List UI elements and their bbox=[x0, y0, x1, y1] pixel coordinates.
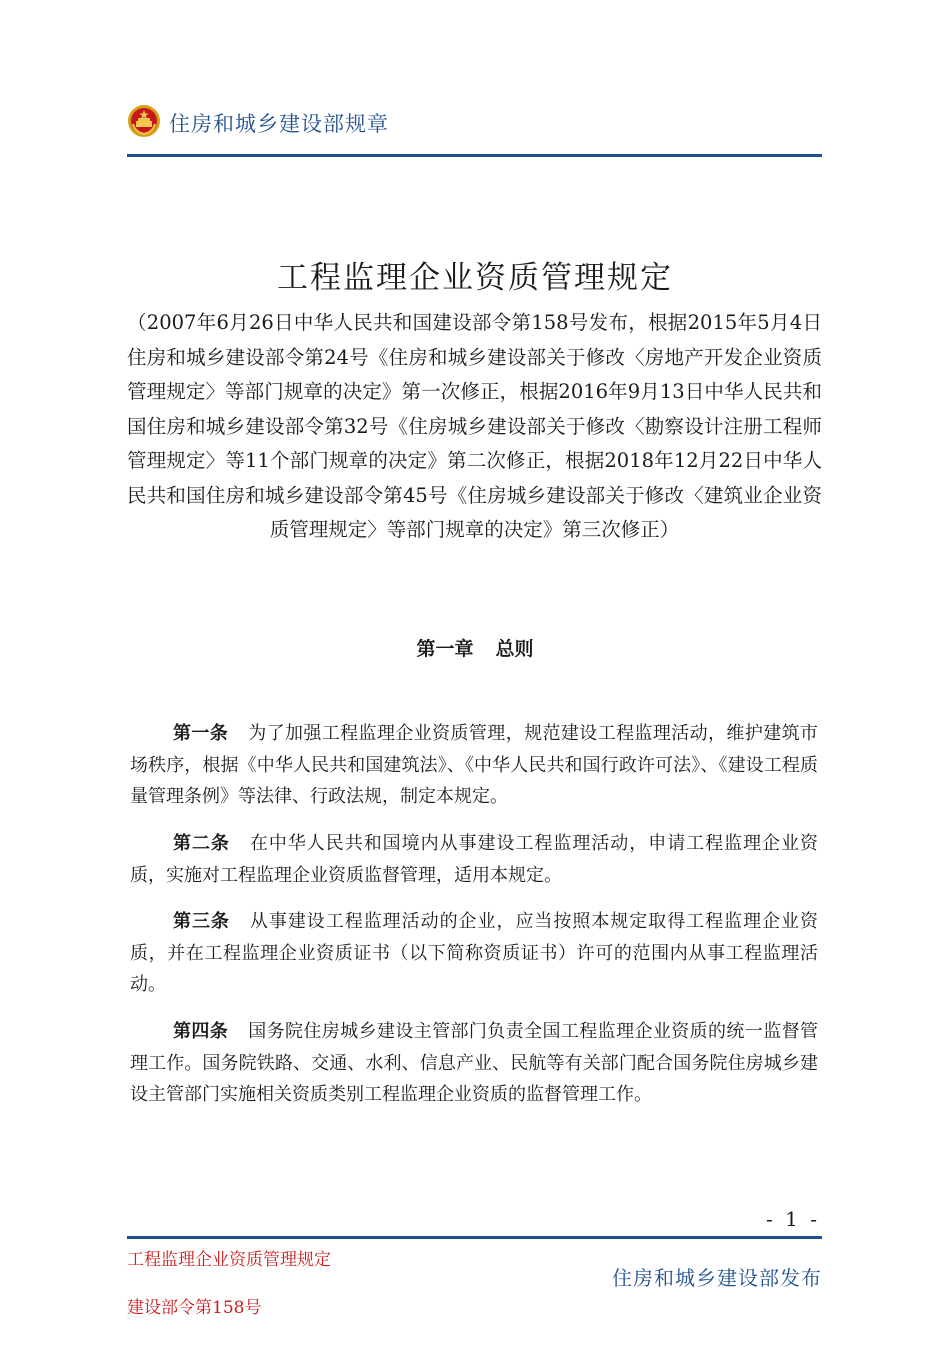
national-emblem-icon bbox=[127, 104, 161, 138]
header-divider bbox=[127, 154, 822, 157]
footer-divider bbox=[127, 1236, 822, 1239]
article-number: 第一条 bbox=[173, 723, 229, 744]
article-number: 第二条 bbox=[173, 833, 230, 854]
document-revision-note: （2007年6月26日中华人民共和国建设部令第158号发布，根据2015年5月4日住房和城乡建设部令第24号《住房和城乡建设部关于修改〈房地产开发企业资质管理规定〉等部门规章的决定》第一次修正，根据2016年9月13日中华人民共和国住房和城乡建设部令第32号《住房城乡建设部关于修改〈勘察设计注册工程师管理规定〉等11个部门规章的决定》第二次修正，根据2018年12月22日中华人民共和国住房和城乡建设部令第45号《住房城乡建设部关于修改〈建筑业企业资质管理规定〉等部门规章的决定》第三次修正） bbox=[127, 311, 822, 541]
article-text: 从事建设工程监理活动的企业，应当按照本规定取得工程监理企业资质，并在工程监理企业资质证书（以下简称资质证书）许可的范围内从事工程监理活动。 bbox=[130, 911, 818, 995]
header-title: 住房和城乡建设部规章 bbox=[169, 112, 389, 136]
article-3 bbox=[130, 906, 818, 1001]
chapter-number: 第一章 bbox=[416, 638, 474, 660]
page-number: - 1 - bbox=[766, 1207, 820, 1231]
article-text: 为了加强工程监理企业资质管理，规范建设工程监理活动，维护建筑市场秩序，根据《中华人民共和国建筑法》、《中华人民共和国行政许可法》、《建设工程质量管理条例》等法律、行政法规，制定本规定。 bbox=[130, 723, 819, 807]
article-number: 第四条 bbox=[173, 1021, 229, 1042]
article-2 bbox=[130, 828, 818, 891]
chapter-heading bbox=[0, 634, 950, 661]
article-number: 第三条 bbox=[173, 911, 230, 932]
footer-publisher: 住房和城乡建设部发布 bbox=[612, 1266, 822, 1290]
article-4 bbox=[130, 1016, 818, 1111]
footer-decree-number: 建设部令第158号 bbox=[127, 1298, 262, 1318]
chapter-name: 总则 bbox=[495, 638, 534, 660]
article-1 bbox=[130, 718, 818, 813]
footer-document-title: 工程监理企业资质管理规定 bbox=[127, 1250, 331, 1270]
article-text: 在中华人民共和国境内从事建设工程监理活动，申请工程监理企业资质，实施对工程监理企业资质监督管理，适用本规定。 bbox=[130, 833, 818, 886]
page-header bbox=[127, 104, 822, 156]
document-title: 工程监理企业资质管理规定 bbox=[277, 260, 673, 296]
article-text: 国务院住房城乡建设主管部门负责全国工程监理企业资质的统一监督管理工作。国务院铁路、交通、水利、信息产业、民航等有关部门配合国务院住房城乡建设主管部门实施相关资质类别工程监理企业资质的监督管理工作。 bbox=[130, 1021, 819, 1105]
